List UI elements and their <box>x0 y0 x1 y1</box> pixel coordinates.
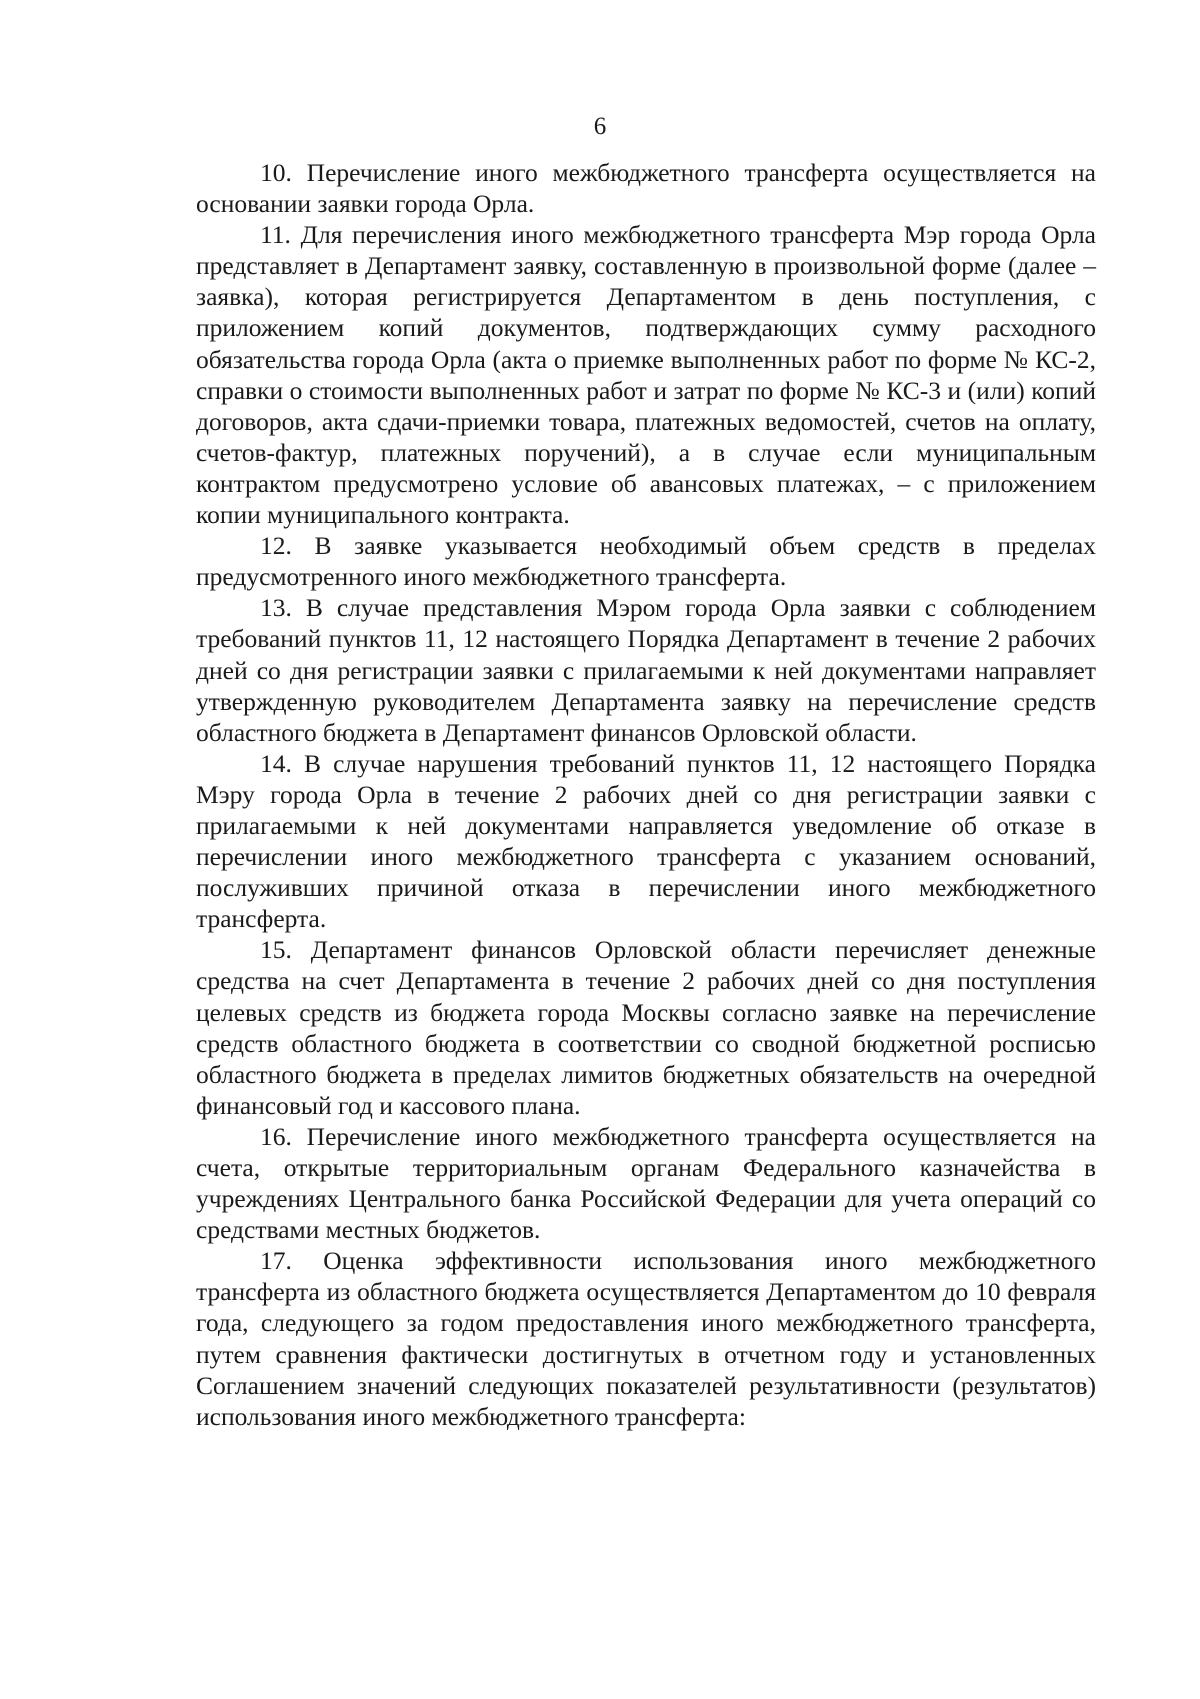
paragraph-12: 12. В заявке указывается необходимый объем средств в пределах предусмотренного иного межбюджетного трансферта. <box>196 531 1096 592</box>
paragraph-14: 14. В случае нарушения требований пунктов 11, 12 настоящего Порядка Мэру города Орла в течение 2 рабочих дней со дня регистрации заявки с прилагаемыми к ней документами направляется уведомление об отказе в перечислении иного межбюджетного трансферта с указанием оснований, послуживших причиной отказа в перечислении иного межбюджетного трансферта. <box>196 748 1096 934</box>
paragraph-11: 11. Для перечисления иного межбюджетного трансферта Мэр города Орла представляет в Департамент заявку, составленную в произвольной форме (далее – заявка), которая регистрируется Департаментом в день поступления, с приложением копий документов, подтверждающих сумму расходного обязательства города Орла (акта о приемке выполненных работ по форме № КС-2, справки о стоимости выполненных работ и затрат по форме № КС-3 и (или) копий договоров, акта сдачи-приемки товара, платежных ведомостей, счетов на оплату, счетов-фактур, платежных поручений), а в случае если муниципальным контрактом предусмотрено условие об авансовых платежах, – с приложением копии муниципального контракта. <box>196 220 1096 530</box>
paragraph-17: 17. Оценка эффективности использования иного межбюджетного трансферта из областного бюджета осуществляется Департаментом до 10 февраля года, следующего за годом предоставления иного межбюджетного трансферта, путем сравнения фактически достигнутых в отчетном году и установленных Соглашением значений следующих показателей результативности (результатов) использования иного межбюджетного трансферта: <box>196 1246 1096 1431</box>
paragraph-15: 15. Департамент финансов Орловской области перечисляет денежные средства на счет Департамента в течение 2 рабочих дней со дня поступления целевых средств из бюджета города Москвы согласно заявке на перечисление средств областного бюджета в соответствии со сводной бюджетной росписью областного бюджета в пределах лимитов бюджетных обязательств на очередной финансовый год и кассового плана. <box>196 935 1096 1120</box>
document-body <box>196 157 1096 1432</box>
paragraph-10: 10. Перечисление иного межбюджетного трансферта осуществляется на основании заявки города Орла. <box>196 158 1096 219</box>
page-number: 6 <box>593 113 607 140</box>
paragraph-13: 13. В случае представления Мэром города Орла заявки с соблюдением требований пунктов 11, 12 настоящего Порядка Департамент в течение 2 рабочих дней со дня регистрации заявки с прилагаемыми к ней документами направляет утвержденную руководителем Департамента заявку на перечисление средств областного бюджета в Департамент финансов Орловской области. <box>196 593 1096 747</box>
paragraph-16: 16. Перечисление иного межбюджетного трансферта осуществляется на счета, открытые территориальным органам Федерального казначейства в учреждениях Центрального банка Российской Федерации для учета операций со средствами местных бюджетов. <box>196 1121 1096 1245</box>
